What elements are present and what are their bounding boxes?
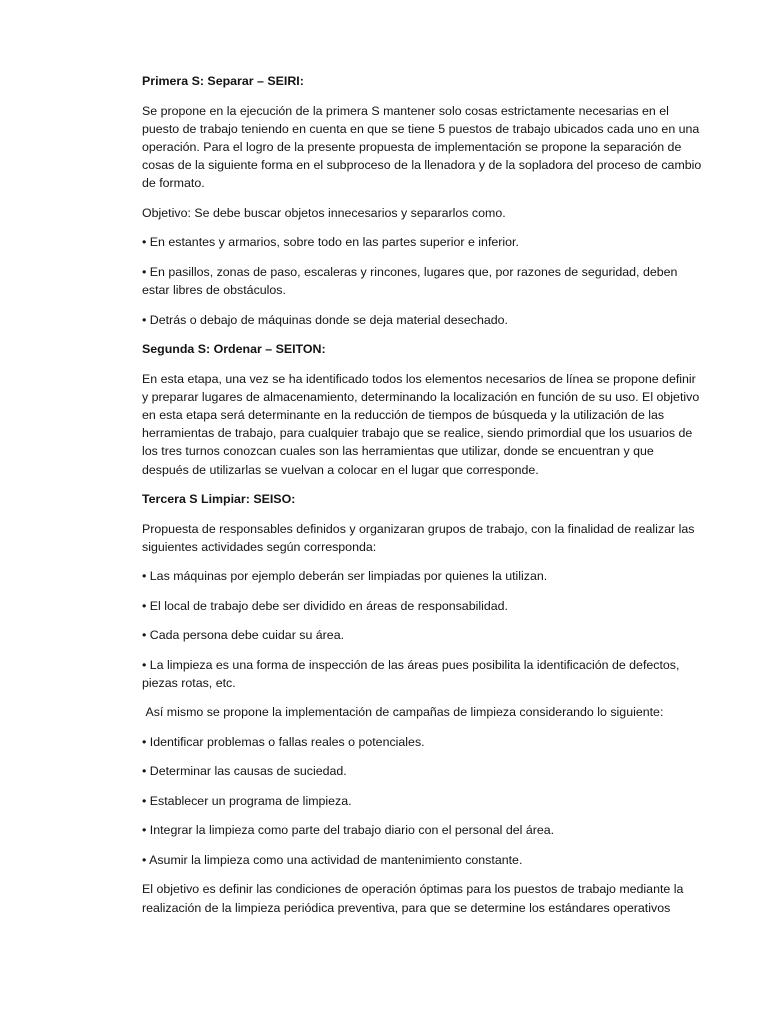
section-heading-seiton: Segunda S: Ordenar – SEITON: [142,342,326,357]
bullet-item: • Asumir la limpieza como una actividad de mantenimiento constante. [142,852,523,867]
section-heading-seiri: Primera S: Separar – SEIRI: [142,74,304,88]
bullet-item: • Integrar la limpieza como parte del trabajo diario con el personal del área. [142,823,555,838]
bullet-item: • Las máquinas por ejemplo deberán ser limpiadas por quienes la utilizan. [142,569,548,584]
paragraph: En esta etapa, una vez se ha identificado todos los elementos necesarios de línea se propone definir y preparar lugares de almacenamiento, determinando la localización en función de su uso. El objetivo en esta etapa será determinante en la reducción de tiempos de búsqueda y la utilización de las herramientas de trabajo, para cualquier trabajo que se realice, siendo primordial que los usuarios de los tres turnos conozcan cuales son las herramientas que utilizar, donde se encuentran y que después de utilizarlas se vuelvan a colocar en el lugar que corresponde. [142,371,700,477]
bullet-item: • Determinar las causas de suciedad. [142,764,347,779]
bullet-item: • En pasillos, zonas de paso, escaleras y rincones, lugares que, por razones de seguridad, deben estar libres de obstáculos. [142,264,678,298]
section-heading-seiso: Tercera S Limpiar: SEISO: [142,492,296,507]
paragraph: Se propone en la ejecución de la primera S mantener solo cosas estrictamente necesarias en el puesto de trabajo teniendo en cuenta en que se tiene 5 puestos de trabajo ubicados cada uno en una operación. Para el logro de la presente propuesta de implementación se propone la separación de cosas de la siguiente forma en el subproceso de la llenadora y de la sopladora del proceso de cambio de formato. [142,103,702,191]
paragraph: Objetivo: Se debe buscar objetos innecesarios y separarlos como. [142,205,506,220]
paragraph: El objetivo es definir las condiciones de operación óptimas para los puestos de trabajo mediante la realización de la limpieza periódica preventiva, para que se determine los estándares operativos [142,882,684,915]
bullet-item: • En estantes y armarios, sobre todo en las partes superior e inferior. [142,235,519,250]
bullet-item: • Establecer un programa de limpieza. [142,793,352,808]
document-body [142,72,702,928]
paragraph: Así mismo se propone la implementación de campañas de limpieza considerando lo siguiente: [142,705,664,720]
bullet-item: • Cada persona debe cuidar su área. [142,628,345,643]
bullet-item: • Identificar problemas o fallas reales o potenciales. [142,734,425,749]
bullet-item: • Detrás o debajo de máquinas donde se deja material desechado. [142,312,508,327]
paragraph: Propuesta de responsables definidos y organizaran grupos de trabajo, con la finalidad de realizar las siguientes actividades según corresponda: [142,521,695,554]
bullet-item: • La limpieza es una forma de inspección de las áreas pues posibilita la identificación de defectos, piezas rotas, etc. [142,657,680,690]
bullet-item: • El local de trabajo debe ser dividido en áreas de responsabilidad. [142,598,508,613]
